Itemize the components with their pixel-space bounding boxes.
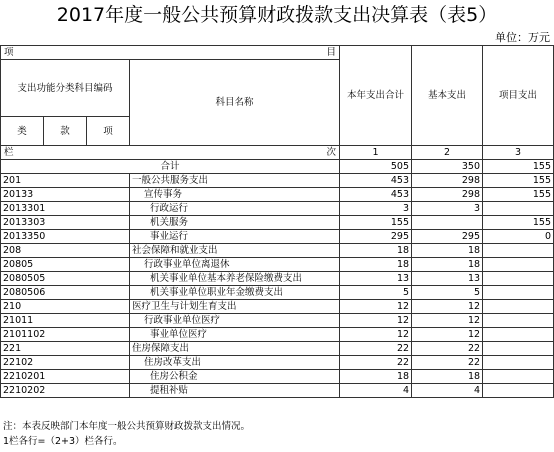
basic-cell: 22 [412, 356, 483, 370]
lan-label: 栏 [4, 147, 14, 158]
code-cell: 2080505 [1, 272, 130, 286]
header-name: 科目名称 [130, 60, 340, 146]
basic-cell: 18 [412, 258, 483, 272]
project-cell [483, 314, 554, 328]
table-row [1, 244, 554, 258]
total-cell: 22 [340, 342, 412, 356]
project-cell [483, 258, 554, 272]
total-cell: 22 [340, 356, 412, 370]
name-cell: 机关服务 [130, 216, 340, 230]
total-cell: 5 [340, 286, 412, 300]
name-cell: 机关事业单位基本养老保险缴费支出 [130, 272, 340, 286]
project-cell [483, 384, 554, 398]
project-cell [483, 328, 554, 342]
project-cell [483, 202, 554, 216]
name-cell: 事业运行 [130, 230, 340, 244]
total-cell: 155 [340, 216, 412, 230]
total-cell: 295 [340, 230, 412, 244]
table-row [1, 314, 554, 328]
code-cell: 210 [1, 300, 130, 314]
name-cell: 住房公积金 [130, 370, 340, 384]
total-sum: 505 [340, 160, 412, 174]
page-title: 2017年度一般公共预算财政拨款支出决算表（表5） [56, 4, 498, 26]
table-row [1, 286, 554, 300]
code-cell: 22102 [1, 356, 130, 370]
name-cell: 住房保障支出 [130, 342, 340, 356]
total-cell: 13 [340, 272, 412, 286]
col-number-3: 3 [483, 146, 554, 160]
table-row [1, 342, 554, 356]
basic-cell: 12 [412, 328, 483, 342]
basic-cell: 3 [412, 202, 483, 216]
basic-cell: 12 [412, 314, 483, 328]
name-cell: 提租补贴 [130, 384, 340, 398]
code-cell: 208 [1, 244, 130, 258]
name-cell: 行政事业单位离退休 [130, 258, 340, 272]
total-cell: 4 [340, 384, 412, 398]
note-line-2: 1栏各行=（2+3）栏各行。 [3, 436, 123, 447]
total-cell: 453 [340, 188, 412, 202]
code-cell: 20133 [1, 188, 130, 202]
total-row [1, 160, 554, 174]
code-cell: 2210202 [1, 384, 130, 398]
code-cell: 21011 [1, 314, 130, 328]
project-cell [483, 370, 554, 384]
col-number-2: 2 [412, 146, 483, 160]
header-row-top [1, 46, 554, 60]
table-row [1, 174, 554, 188]
basic-cell: 13 [412, 272, 483, 286]
header-mu: 目 [326, 47, 337, 58]
total-label: 合计 [1, 160, 340, 174]
table-row [1, 230, 554, 244]
header-basic: 基本支出 [412, 46, 483, 146]
basic-cell: 18 [412, 244, 483, 258]
total-basic: 350 [412, 160, 483, 174]
header-code-group: 支出功能分类科目编码 [1, 60, 130, 117]
table-row [1, 384, 554, 398]
total-cell: 453 [340, 174, 412, 188]
project-cell [483, 300, 554, 314]
code-cell: 2013301 [1, 202, 130, 216]
basic-cell: 298 [412, 188, 483, 202]
name-cell: 行政运行 [130, 202, 340, 216]
code-cell: 20805 [1, 258, 130, 272]
header-total: 本年支出合计 [340, 46, 412, 146]
total-cell: 18 [340, 370, 412, 384]
table-row [1, 356, 554, 370]
project-cell [483, 272, 554, 286]
note-line-1: 注：本表反映部门本年度一般公共预算财政拨款支出情况。 [3, 421, 251, 432]
header-project: 项目支出 [483, 46, 554, 146]
table-row [1, 258, 554, 272]
basic-cell [412, 216, 483, 230]
project-cell: 155 [483, 174, 554, 188]
code-cell: 2101102 [1, 328, 130, 342]
project-cell [483, 244, 554, 258]
header-xiang2: 项 [87, 117, 130, 146]
name-cell: 行政事业单位医疗 [130, 314, 340, 328]
ci-label: 次 [326, 147, 337, 158]
basic-cell: 4 [412, 384, 483, 398]
unit-label: 单位：万元 [495, 31, 550, 44]
table-row [1, 202, 554, 216]
total-cell: 12 [340, 328, 412, 342]
project-cell: 155 [483, 216, 554, 230]
total-cell: 12 [340, 300, 412, 314]
name-cell: 社会保障和就业支出 [130, 244, 340, 258]
code-cell: 2013350 [1, 230, 130, 244]
table-row [1, 328, 554, 342]
col-number-1: 1 [340, 146, 412, 160]
project-cell [483, 286, 554, 300]
code-cell: 2210201 [1, 370, 130, 384]
name-cell: 一般公共服务支出 [130, 174, 340, 188]
total-cell: 18 [340, 258, 412, 272]
basic-cell: 5 [412, 286, 483, 300]
code-cell: 221 [1, 342, 130, 356]
header-xiang: 项 [4, 47, 14, 58]
header-kuan: 款 [44, 117, 87, 146]
table-row [1, 272, 554, 286]
project-cell: 155 [483, 188, 554, 202]
total-cell: 18 [340, 244, 412, 258]
name-cell: 机关事业单位职业年金缴费支出 [130, 286, 340, 300]
code-cell: 201 [1, 174, 130, 188]
project-cell [483, 342, 554, 356]
table-row [1, 370, 554, 384]
table-row [1, 216, 554, 230]
table-row [1, 188, 554, 202]
lanci-row [1, 146, 554, 160]
table-row [1, 300, 554, 314]
code-cell: 2013303 [1, 216, 130, 230]
name-cell: 宣传事务 [130, 188, 340, 202]
basic-cell: 18 [412, 370, 483, 384]
total-cell: 3 [340, 202, 412, 216]
basic-cell: 22 [412, 342, 483, 356]
name-cell: 住房改革支出 [130, 356, 340, 370]
basic-cell: 295 [412, 230, 483, 244]
name-cell: 医疗卫生与计划生育支出 [130, 300, 340, 314]
project-cell [483, 356, 554, 370]
code-cell: 2080506 [1, 286, 130, 300]
name-cell: 事业单位医疗 [130, 328, 340, 342]
header-lei: 类 [1, 117, 44, 146]
project-cell: 0 [483, 230, 554, 244]
total-project: 155 [483, 160, 554, 174]
total-cell: 12 [340, 314, 412, 328]
appropriation-table [0, 45, 554, 398]
basic-cell: 298 [412, 174, 483, 188]
basic-cell: 12 [412, 300, 483, 314]
